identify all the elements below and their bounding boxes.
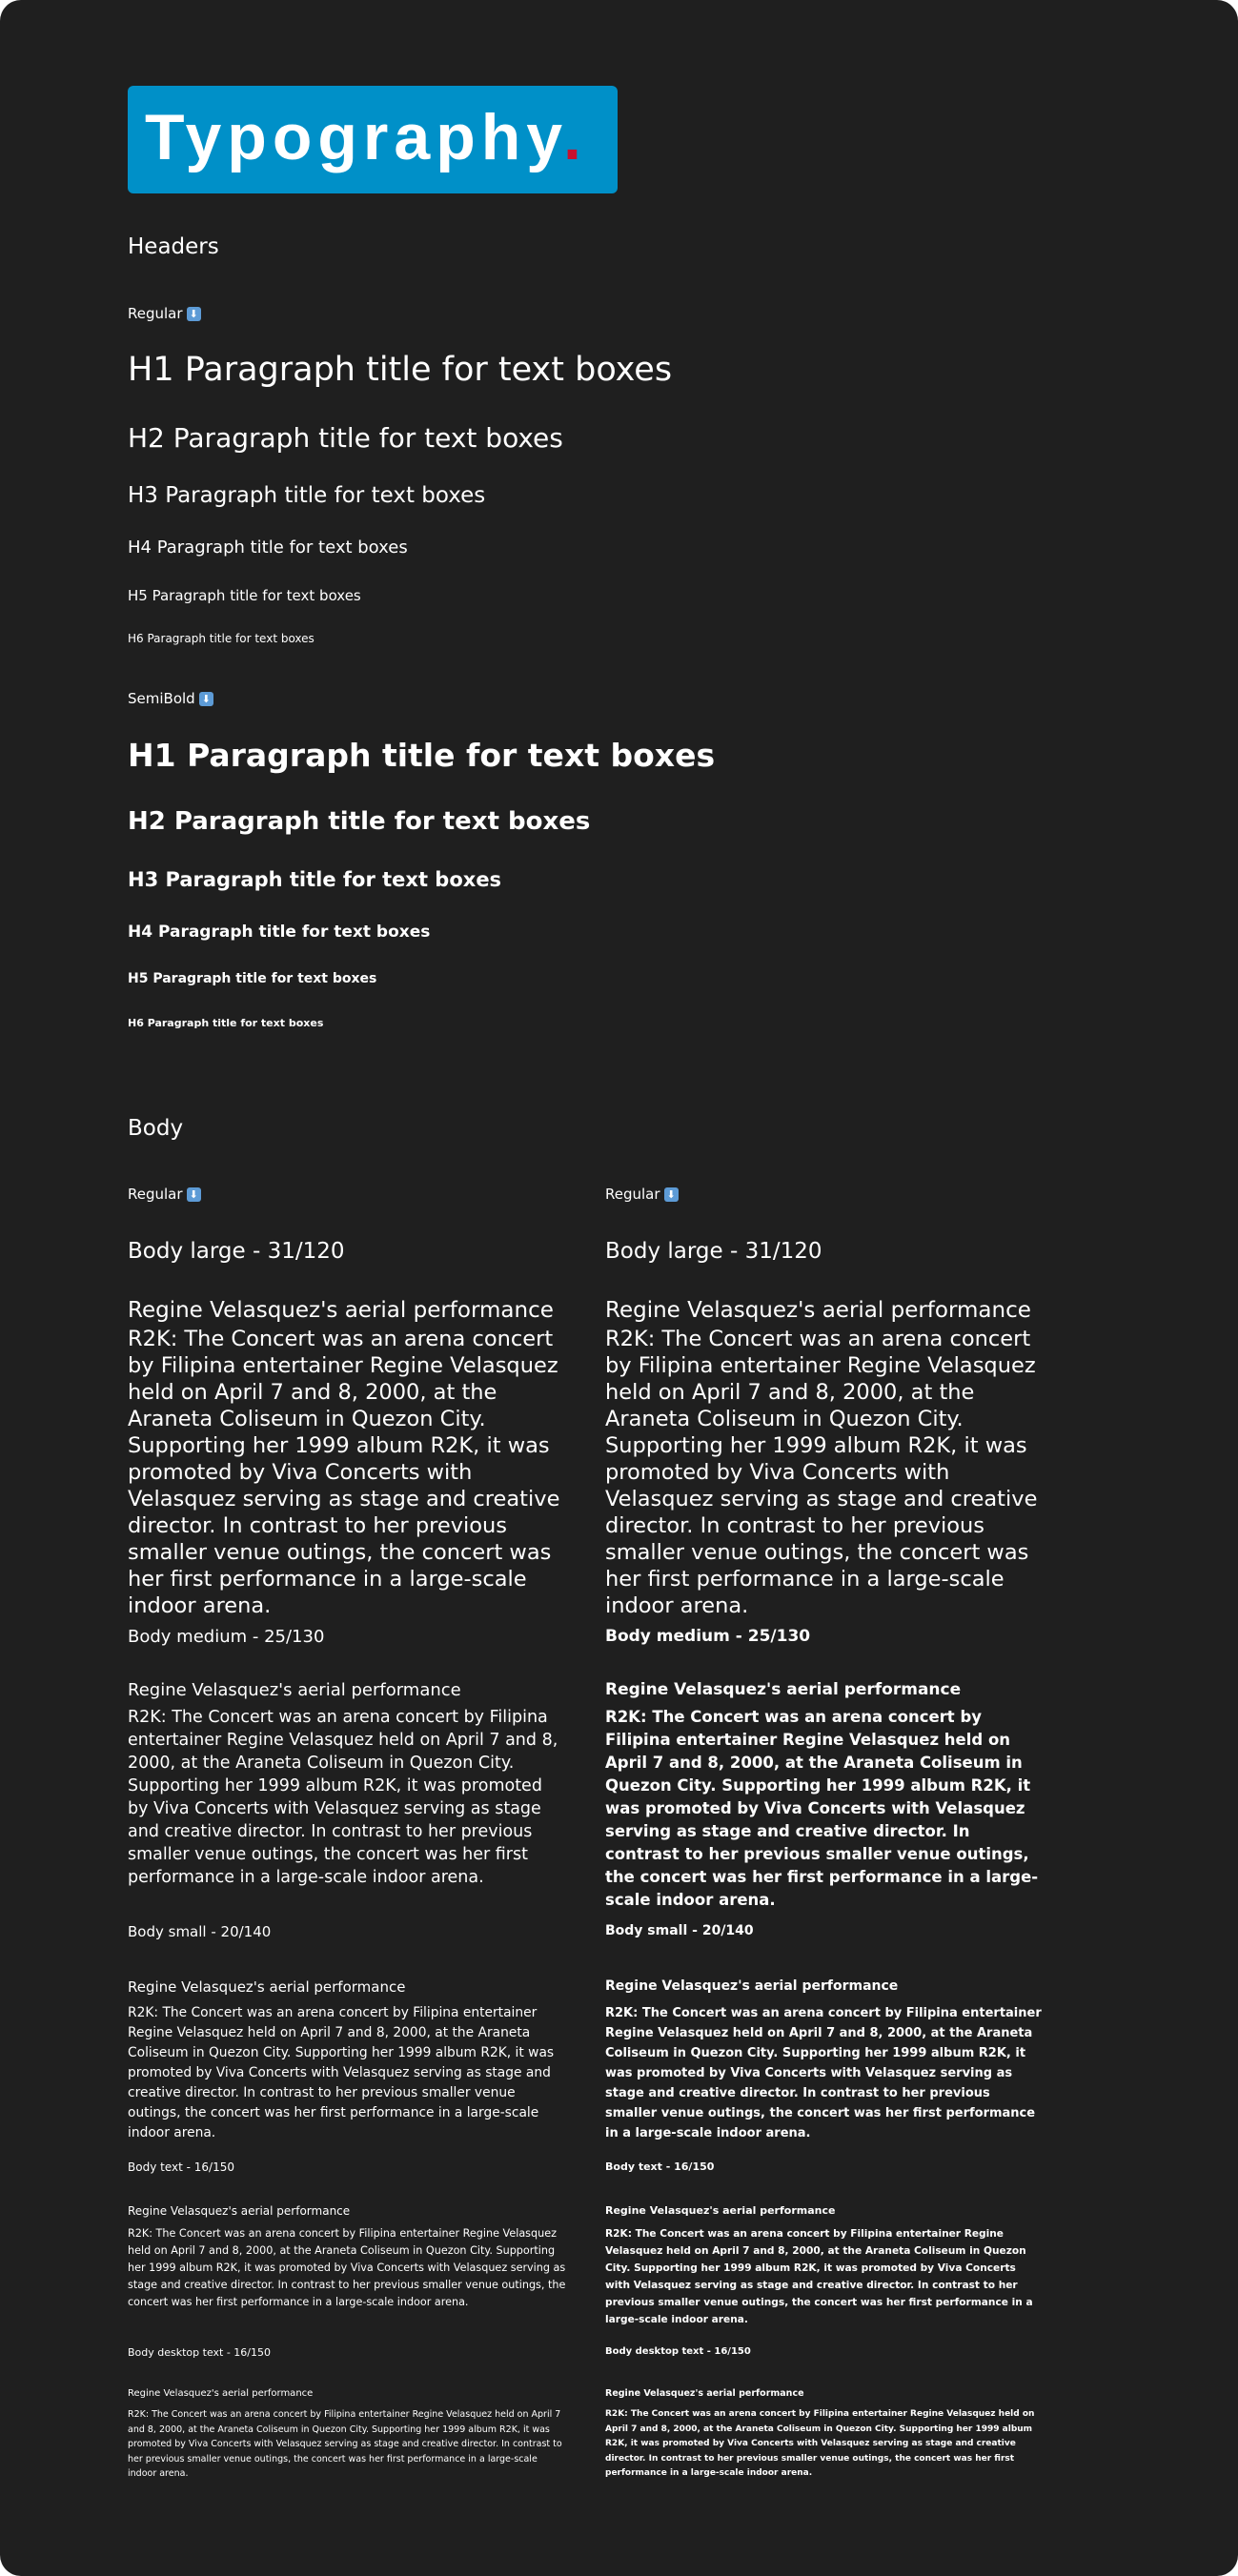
body-section-label: Body (128, 1116, 184, 1141)
h1-semibold: H1 Paragraph title for text boxes (128, 737, 716, 774)
down-arrow-icon: ⬇ (199, 692, 213, 706)
body-medium-label-right: Body medium - 25/130 (605, 1627, 811, 1646)
body-small-title-left: Regine Velasquez's aerial performance (128, 1978, 406, 1996)
h4-regular: H4 Paragraph title for text boxes (128, 538, 408, 558)
headers-section-label: Headers (128, 234, 219, 259)
body-text-text-left: R2K: The Concert was an arena concert by Filipina entertainer Regine Velasquez held on April 7 and 8, 2000, at the Araneta Coliseum in Quezon City. Supporting her 1999 album R2K, it was promoted by Viva Concerts with Velasquez serving as stage and creative director. In contrast to her previous smaller venue outings, the concert was her first performance in a large-scale indoor arena. (128, 2227, 566, 2308)
body-medium-text-left: R2K: The Concert was an arena concert by Filipina entertainer Regine Velasquez held on April 7 and 8, 2000, at the Araneta Coliseum in Quezon City. Supporting her 1999 album R2K, it was promoted by Viva Concerts with Velasquez serving as stage and creative director. In contrast to her previous smaller venue outings, the concert was her first performance in a large-scale indoor arena. (128, 1708, 558, 1887)
body-small-title-right: Regine Velasquez's aerial performance (605, 1978, 899, 1994)
body-desktop-title-left: Regine Velasquez's aerial performance (128, 2388, 314, 2399)
title-dot: . (563, 101, 587, 173)
body-large-text-right: R2K: The Concert was an arena concert by Filipina entertainer Regine Velasquez held on April 7 and 8, 2000, at the Araneta Coliseum in Quezon City. Supporting her 1999 album R2K, it was promoted by Viva Concerts with Velasquez serving as stage and creative director. In contrast to her previous smaller venue outings, the concert was her first performance in a large-scale indoor arena. (605, 1327, 1038, 1618)
body-large-text-left: R2K: The Concert was an arena concert by Filipina entertainer Regine Velasquez held on April 7 and 8, 2000, at the Araneta Coliseum in Quezon City. Supporting her 1999 album R2K, it was promoted by Viva Concerts with Velasquez serving as stage and creative director. In contrast to her previous smaller venue outings, the concert was her first performance in a large-scale indoor arena. (128, 1327, 560, 1618)
body-small-label-right: Body small - 20/140 (605, 1923, 754, 1938)
regular-label (128, 305, 201, 322)
body-text-label-right: Body text - 16/150 (605, 2160, 715, 2173)
body-medium-title-right: Regine Velasquez's aerial performance (605, 1680, 962, 1699)
body-regular-label-text: Regular (605, 1186, 660, 1203)
body-text-title-right: Regine Velasquez's aerial performance (605, 2204, 836, 2217)
h2-regular: H2 Paragraph title for text boxes (128, 422, 563, 454)
semibold-label-text: SemiBold (128, 690, 195, 707)
body-desktop-text-right: R2K: The Concert was an arena concert by Filipina entertainer Regine Velasquez held on April 7 and 8, 2000, at the Araneta Coliseum in Quezon City. Supporting her 1999 album R2K, it was promoted by Viva Concerts with Velasquez serving as stage and creative director. In contrast to her previous smaller venue outings, the concert was her first performance in a large-scale indoor arena. (605, 2409, 1035, 2478)
h6-regular: H6 Paragraph title for text boxes (128, 632, 315, 645)
body-large-label-left: Body large - 31/120 (128, 1239, 345, 1264)
h6-semibold: H6 Paragraph title for text boxes (128, 1017, 324, 1029)
body-desktop-title-right: Regine Velasquez's aerial performance (605, 2388, 804, 2399)
body-large-title-left: Regine Velasquez's aerial performance (128, 1298, 554, 1323)
body-text-title-left: Regine Velasquez's aerial performance (128, 2204, 351, 2218)
title-word: Typography (145, 101, 564, 173)
title-banner (128, 86, 618, 193)
h2-semibold: H2 Paragraph title for text boxes (128, 807, 591, 836)
h5-regular: H5 Paragraph title for text boxes (128, 587, 361, 604)
body-text-text-right: R2K: The Concert was an arena concert by Filipina entertainer Regine Velasquez held on April 7 and 8, 2000, at the Araneta Coliseum in Quezon City. Supporting her 1999 album R2K, it was promoted by Viva Concerts with Velasquez serving as stage and creative director. In contrast to her previous smaller venue outings, the concert was her first performance in a large-scale indoor arena. (605, 2228, 1033, 2325)
down-arrow-icon: ⬇ (664, 1187, 679, 1202)
body-large-label-right: Body large - 31/120 (605, 1239, 822, 1264)
body-small-text-right: R2K: The Concert was an arena concert by Filipina entertainer Regine Velasquez held on April 7 and 8, 2000, at the Araneta Coliseum in Quezon City. Supporting her 1999 album R2K, it was promoted by Viva Concerts with Velasquez serving as stage and creative director. In contrast to her previous smaller venue outings, the concert was her first performance in a large-scale indoor arena. (605, 2006, 1042, 2140)
body-regular-label-right (605, 1186, 679, 1203)
body-medium-title-left: Regine Velasquez's aerial performance (128, 1680, 461, 1700)
body-small-label-left: Body small - 20/140 (128, 1923, 272, 1940)
body-desktop-text-left: R2K: The Concert was an arena concert by Filipina entertainer Regine Velasquez held on April 7 and 8, 2000, at the Araneta Coliseum in Quezon City. Supporting her 1999 album R2K, it was promoted by Viva Concerts with Velasquez serving as stage and creative director. In contrast to her previous smaller venue outings, the concert was her first performance in a large-scale indoor arena. (128, 2409, 562, 2479)
body-regular-label-text: Regular (128, 1186, 183, 1203)
body-large-title-right: Regine Velasquez's aerial performance (605, 1298, 1031, 1323)
regular-label-text: Regular (128, 305, 183, 322)
h4-semibold: H4 Paragraph title for text boxes (128, 923, 431, 942)
page-title (145, 99, 587, 177)
down-arrow-icon: ⬇ (187, 1187, 201, 1202)
body-small-text-left: R2K: The Concert was an arena concert by Filipina entertainer Regine Velasquez held on April 7 and 8, 2000, at the Araneta Coliseum in Quezon City. Supporting her 1999 album R2K, it was promoted by Viva Concerts with Velasquez serving as stage and creative director. In contrast to her previous smaller venue outings, the concert was her first performance in a large-scale indoor arena. (128, 2005, 555, 2140)
body-text-label-left: Body text - 16/150 (128, 2160, 234, 2174)
body-medium-label-left: Body medium - 25/130 (128, 1627, 325, 1647)
body-desktop-label-right: Body desktop text - 16/150 (605, 2346, 751, 2357)
body-regular-label-left (128, 1186, 201, 1203)
semibold-label (128, 690, 213, 707)
h5-semibold: H5 Paragraph title for text boxes (128, 971, 377, 986)
body-medium-text-right: R2K: The Concert was an arena concert by Filipina entertainer Regine Velasquez held on April 7 and 8, 2000, at the Araneta Coliseum in Quezon City. Supporting her 1999 album R2K, it was promoted by Viva Concerts with Velasquez serving as stage and creative director. In contrast to her previous smaller venue outings, the concert was her first performance in a large-scale indoor arena. (605, 1708, 1039, 1909)
h3-semibold: H3 Paragraph title for text boxes (128, 868, 502, 891)
down-arrow-icon: ⬇ (187, 307, 201, 321)
h1-regular: H1 Paragraph title for text boxes (128, 351, 673, 389)
body-desktop-label-left: Body desktop text - 16/150 (128, 2346, 272, 2359)
h3-regular: H3 Paragraph title for text boxes (128, 483, 486, 508)
